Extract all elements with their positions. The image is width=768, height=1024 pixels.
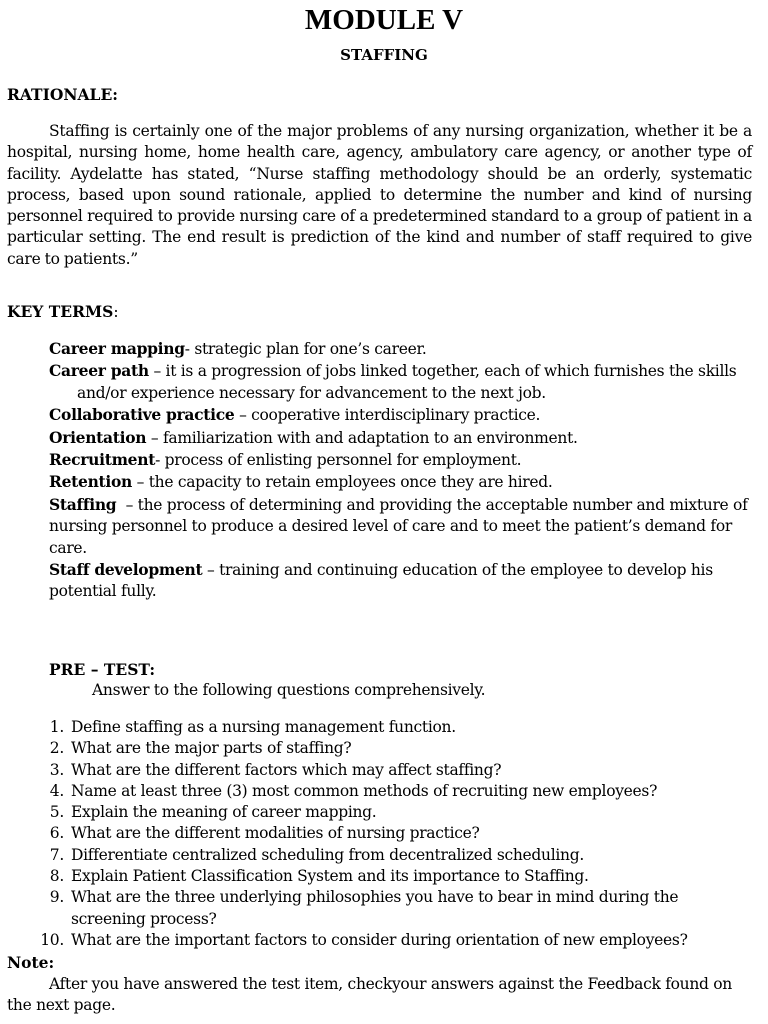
key-term-definition: – the process of determining and providing the acceptable number and mixture of nursing personnel to produce a desired level of care and to meet the patient’s demand for care. [49,495,753,557]
pretest-question [0,887,760,930]
key-term-item [49,427,754,449]
question-text: Explain Patient Classification System and its importance to Staffing. [71,867,589,886]
question-text: Explain the meaning of career mapping. [71,803,377,822]
key-terms-heading-colon: : [113,303,119,321]
question-text: What are the major parts of staffing? [71,739,352,758]
question-number: 5. [49,803,64,822]
question-text: What are the different factors which may affect staffing? [71,760,502,779]
key-term-name: Retention [49,472,132,492]
note-text: After you have answered the test item, checkyour answers against the Feedback found on the next page. [7,975,732,1015]
key-term-name: Career path [49,361,149,381]
question-number: 10. [40,930,64,949]
key-term-definition: – familiarization with and adaptation to an environment. [146,428,578,447]
pretest-question [0,823,760,844]
question-text: What are the important factors to consider during orientation of new employees? [71,930,688,949]
key-term-item [49,559,754,603]
pretest-question [0,866,760,887]
key-term-name: Orientation [49,427,147,447]
module-title: MODULE V [304,4,464,36]
pretest-question [0,845,760,866]
module-subtitle: STAFFING [340,46,428,64]
key-term-item [49,494,754,559]
key-term-name: Staff development [49,560,203,580]
question-number: 3. [49,760,64,779]
question-number: 9. [49,888,64,907]
key-term-name: Staffing [49,494,117,514]
key-term-item [49,471,754,493]
question-text: What are the three underlying philosophies you have to bear in mind during the screening process? [71,888,679,928]
key-term-definition: – it is a progression of jobs linked together, each of which furnishes the skills and/or experience necessary for advancement to the next job. [77,362,737,402]
pretest-question [0,760,760,781]
question-text: Differentiate centralized scheduling from decentralized scheduling. [71,845,584,864]
pretest-question [0,930,760,951]
key-term-item [49,360,754,404]
pretest-question [0,738,760,759]
question-number: 4. [49,781,64,800]
question-text: What are the different modalities of nursing practice? [71,824,480,843]
question-number: 6. [49,824,64,843]
key-term-definition: – the capacity to retain employees once they are hired. [132,473,553,492]
key-terms-heading-label: KEY TERMS [7,302,114,321]
pretest-question [0,781,760,802]
rationale-heading: RATIONALE: [7,85,118,104]
key-terms-list [49,338,754,603]
key-term-definition: - process of enlisting personnel for employment. [155,451,522,470]
key-terms-heading [7,302,119,321]
question-text: Define staffing as a nursing management function. [71,718,456,736]
note-heading: Note: [7,953,55,972]
key-term-definition: – training and continuing education of the employee to develop his potential fully. [49,561,713,601]
pretest-question [0,802,760,823]
key-term-item [49,449,754,471]
question-number: 1. [49,718,64,736]
key-term-item [49,404,754,426]
key-term-name: Career mapping [49,339,185,358]
key-term-item [49,338,754,360]
key-term-name: Collaborative practice [49,405,235,425]
pretest-question-list [0,717,760,951]
pretest-heading: PRE – TEST: [49,660,156,679]
question-number: 8. [49,867,64,886]
key-term-definition: - strategic plan for one’s career. [184,340,427,358]
question-number: 2. [49,739,64,758]
question-text: Name at least three (3) most common methods of recruiting new employees? [71,781,658,800]
key-term-name: Recruitment [49,450,156,470]
pretest-question [0,717,760,738]
question-number: 7. [49,845,64,864]
pretest-instruction: Answer to the following questions comprehensively. [92,681,486,699]
key-term-definition: – cooperative interdisciplinary practice. [234,406,541,425]
rationale-paragraph: Staffing is certainly one of the major problems of any nursing organization, whether it be a hospital, nursing home, home health care, agency, ambulatory care agency, or another type of facility. Aydelatte has stated, “Nurse staffing methodology should be an orderly, systematic process, based upon sound rationale, applied to determine the number and kind of nursing personnel required to provide nursing care of a predetermined standard to a group of patient in a particular setting. The end result is prediction of the kind and number of staff required to give care to patients.” [7,122,752,268]
